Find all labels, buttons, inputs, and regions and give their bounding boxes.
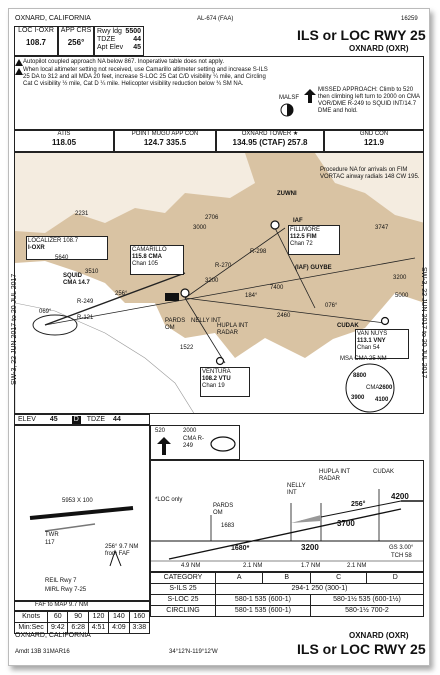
squid-label: SQUID CMA 14.7: [63, 273, 90, 286]
minima-row-cd: 580-1½ 700-2: [310, 606, 423, 617]
side-date-left: SW-3, 22 JUN 2017 to 20 JUL 2017: [11, 273, 18, 385]
mirl-label: MIRL Rwy 7-25: [45, 587, 87, 593]
nelly-label: NELLY INT: [191, 318, 221, 324]
timing-knots: 140: [109, 612, 129, 623]
minima-row-ab: 580-1 535 (600-1): [216, 606, 311, 617]
comm-tower-label: OXNARD TOWER ★: [241, 131, 299, 137]
elev-0: 2231: [75, 211, 89, 217]
elev-8: 2460: [277, 313, 291, 319]
profile-tch: TCH 58: [391, 553, 412, 559]
plan-note: Procedure NA for arrivals on FIM VORTAC airway radials 148 CW 195.: [320, 167, 420, 180]
profile-cudak: CUDAK: [373, 469, 395, 475]
msa-label: MSA CMA 25 NM: [340, 356, 387, 362]
header-faa: AL-674 (FAA): [197, 16, 234, 22]
comms-bar: [14, 130, 424, 152]
loc-only-note: *LOC only: [155, 497, 183, 503]
footer-coords: 34°12'N-119°12'W: [169, 649, 218, 655]
minima-row-name: S-ILS 25: [151, 584, 216, 595]
note-altimeter: When local altimeter setting not received, use Camarillo altimeter setting and increase S-ILS 25 DA to 312 and all MDA 20 feet, increase S-LOC 25 Cat C/D visibility ¼ mile, and Circling Cat C visibility ½ mile, Cat D ¼ mile. Helicopter visibility reduction below ¾ SM NA.: [23, 67, 268, 87]
profile-pards-alt: 1683: [221, 523, 235, 529]
profile-hupla: HUPLA INT RADAR: [319, 469, 350, 482]
minima-row-cd: 580-1½ 535 (600-1½): [310, 595, 423, 606]
timing-knots-label: Knots: [15, 612, 48, 623]
profile-pards: PARDS OM: [213, 503, 234, 516]
minima-row-name: S-LOC 25: [151, 595, 216, 606]
profile-alt-3200: 3200: [301, 543, 319, 552]
plan-view: [14, 152, 424, 414]
timing-title-text: FAF to MAP 9.7 NM: [35, 602, 89, 608]
vny-vortac-icon: [382, 318, 389, 325]
timing-time-label: Min:Sec: [15, 623, 48, 634]
minima-header-b: B: [263, 573, 310, 584]
minima-header-category: CATEGORY: [151, 573, 216, 584]
elev-1: 5640: [55, 255, 69, 261]
elev-bar: [14, 414, 150, 425]
cma-vortac-icon: [181, 289, 189, 297]
elev-7: 1522: [180, 345, 194, 351]
comm-tower: [216, 130, 324, 152]
profile-nelly: NELLY INT: [287, 483, 306, 496]
minima-header-c: C: [310, 573, 367, 584]
comm-ground-value: 121.9: [363, 138, 385, 147]
tdze-label-2: TDZE: [86, 415, 106, 423]
minima-table: [150, 572, 424, 617]
elev-val: 45: [49, 415, 58, 423]
vannuys-chan: Chan 54: [357, 345, 380, 351]
footer-title: ILS or LOC RWY 25: [297, 641, 426, 657]
ma-520: 520: [155, 428, 166, 434]
glideslope-intercept: [291, 515, 321, 523]
apt-elev-val: 45: [133, 44, 141, 51]
profile-diagram: [151, 461, 424, 572]
profile-dist-2: 1.7 NM: [301, 563, 321, 569]
comm-approach-label: POINT MUGU APP CON: [131, 131, 199, 137]
header-city: OXNARD, CALIFORNIA: [15, 15, 91, 22]
comm-tower-value: 134.95 (CTAF) 257.8: [232, 138, 308, 147]
comm-approach: [114, 130, 216, 152]
note-autopilot: Autopilot coupled approach NA below 867. Inoperative table does not apply.: [23, 59, 225, 65]
header-airport: OXNARD (OXR): [349, 44, 409, 53]
glideslope: [169, 509, 401, 559]
profile-view: [150, 460, 424, 572]
ventura-name: VENTURA: [202, 369, 231, 375]
profile-dist-3: 2.1 NM: [347, 563, 367, 569]
ventura-box: [200, 367, 250, 397]
timing-knots: 120: [88, 612, 108, 623]
loc-box: [14, 26, 58, 56]
footer-amdt: Amdt 13B 31MAR16: [15, 649, 70, 655]
comm-approach-value: 124.7 335.5: [143, 138, 187, 147]
minima-row-name: CIRCLING: [151, 606, 216, 617]
elev-6: 3200: [205, 278, 219, 284]
tdze-label: TDZE: [97, 36, 116, 43]
fillmore-name: FILLMORE: [290, 227, 321, 233]
elev-4: 3747: [375, 225, 389, 231]
minima-row-abcd: 294-1 250 (300-1): [216, 584, 424, 595]
camarillo-chan: Chan 105: [132, 261, 159, 267]
holding-icon: [209, 432, 237, 456]
cudak-label: CUDAK: [337, 323, 359, 329]
profile-alt-1680: 1680*: [231, 545, 250, 552]
radial-3: R-298: [250, 249, 267, 255]
elev-2: 3000: [193, 225, 207, 231]
elev-10: 3200: [393, 275, 407, 281]
elev-5: 3510: [85, 269, 99, 275]
minima-header-a: A: [216, 573, 263, 584]
timing-knots: 160: [129, 612, 149, 623]
msa-a: 8800: [353, 373, 367, 379]
radial-7: 069°: [39, 309, 52, 315]
radial-2: R-270: [215, 263, 232, 269]
apt-elev-label: Apt Elev: [97, 44, 124, 51]
profile-alt-4200: 4200: [391, 492, 409, 501]
minima-header-d: D: [367, 573, 424, 584]
missed-approach-icon: [304, 89, 316, 103]
minima-row-ab: 580-1 535 (600-1): [216, 595, 311, 606]
header-chart-no: 16259: [401, 16, 418, 22]
vtu-vor-icon: [217, 358, 224, 365]
tdze-val-2: 44: [113, 415, 121, 423]
rwy-box: [94, 26, 144, 56]
malsf-label: MALSF: [279, 95, 300, 101]
vannuys-freq: 113.1 VNY: [357, 338, 386, 344]
warning-icon: [15, 59, 23, 75]
radial-6: 184°: [245, 293, 258, 299]
timing-time: 6:28: [68, 623, 88, 634]
elev-label: ELEV: [18, 415, 36, 423]
localizer-id: I-OXR: [28, 245, 45, 251]
ma-cma: CMA R-249: [183, 436, 204, 449]
comm-atis-label: ATIS: [57, 131, 71, 137]
rwy-ldg-label: Rwy ldg: [97, 28, 122, 35]
profile-alt-3700: 3700: [337, 519, 355, 528]
profile-dist-0: 4.9 NM: [181, 563, 201, 569]
profile-crs: 256°: [351, 501, 366, 508]
ma-2000: 2000: [183, 428, 197, 434]
ventura-chan: Chan 19: [202, 383, 225, 389]
vannuys-name: VAN NUYS: [357, 331, 388, 337]
elev-11: 7400: [270, 285, 284, 291]
crs-val: 256°: [67, 38, 85, 47]
header-title: ILS or LOC RWY 25: [297, 27, 426, 43]
comm-atis: [14, 130, 114, 152]
timing-time: 9:42: [48, 623, 68, 634]
footer-airport: OXNARD (OXR): [349, 631, 409, 640]
twr-label: TWR: [45, 532, 59, 538]
airport-icon: [165, 293, 179, 301]
zuwni-label: ZUWNI: [277, 191, 297, 197]
elev-9: 5000: [395, 293, 409, 299]
ventura-freq: 108.2 VTU: [202, 376, 231, 382]
approach-plate: [8, 8, 430, 666]
profile-gs: GS 3.00°: [389, 545, 414, 551]
footer-city: OXNARD, CALIFORNIA: [15, 632, 91, 639]
airport-diagram: [14, 425, 150, 601]
twr-val: 117: [45, 540, 55, 546]
localizer-name: LOCALIZER 108.7: [28, 238, 79, 244]
crs-label: APP CRS: [60, 27, 92, 34]
msa-d: 4100: [375, 397, 389, 403]
comm-ground: [324, 130, 424, 152]
timing-time: 4:51: [88, 623, 108, 634]
side-date-right: SW-3, 22 JUN 2017 to 20 JUL 2017: [420, 267, 427, 379]
comm-atis-value: 118.05: [51, 138, 77, 147]
pards-label: PARDS OM: [165, 318, 186, 331]
runway-dim: 5953 X 100: [62, 498, 93, 504]
missed-icons: [150, 425, 240, 460]
missed-approach: MISSED APPROACH: Climb to 520 then climbing left turn to 2000 on CMA VOR/DME R-249 to SQUID INT/14.7 DME and hold.: [318, 87, 420, 114]
iaf-fillmore: IAF: [293, 218, 303, 224]
msa-b: 2600: [379, 385, 393, 391]
climb-icon: [157, 437, 171, 455]
fix-note: 256° 9.7 NM from FAF: [105, 544, 139, 557]
hupla-label: HUPLA INT RADAR: [217, 323, 248, 336]
taxiway: [45, 524, 95, 531]
fim-vortac-icon: [271, 221, 279, 229]
tdze-val: 44: [133, 36, 141, 43]
timing-title: [14, 601, 150, 611]
radial-5: 256°: [115, 291, 128, 297]
camarillo-box: [130, 245, 184, 275]
fillmore-chan: Chan 72: [290, 241, 313, 247]
fillmore-box: [288, 225, 340, 255]
d-icon: D: [73, 415, 79, 423]
timing-time: 4:09: [109, 623, 129, 634]
runway: [30, 508, 133, 518]
timing-table: [14, 611, 150, 634]
timing-knots: 90: [68, 612, 88, 623]
vannuys-box: [355, 329, 409, 359]
timing-time: 3:38: [129, 623, 149, 634]
comm-ground-label: GND CON: [359, 131, 389, 137]
elev-3: 2706: [205, 215, 219, 221]
radial-4: 076°: [325, 303, 338, 309]
msa-c: 3900: [351, 395, 365, 401]
reil-label: REIL Rwy 7: [45, 578, 77, 584]
profile-dist-1: 2.1 NM: [243, 563, 263, 569]
radial-1: R-121: [77, 315, 94, 321]
msa-center: CMA: [366, 385, 380, 391]
rwy-ldg-val: 5500: [125, 28, 141, 35]
fillmore-freq: 112.5 FIM: [290, 234, 317, 240]
radial-0: R-249: [77, 299, 94, 305]
camarillo-freq: 115.8 CMA: [132, 254, 163, 260]
malsf-lighting-icon: [277, 103, 297, 117]
crs-box: [58, 26, 94, 56]
timing-knots: 60: [48, 612, 68, 623]
guybe-label: (IAF) GUYBE: [295, 265, 332, 271]
airport-sketch: [15, 426, 149, 600]
loc-freq: 108.7: [25, 38, 47, 47]
camarillo-name: CAMARILLO: [132, 247, 167, 253]
loc-label: LOC I-OXR: [18, 27, 54, 34]
